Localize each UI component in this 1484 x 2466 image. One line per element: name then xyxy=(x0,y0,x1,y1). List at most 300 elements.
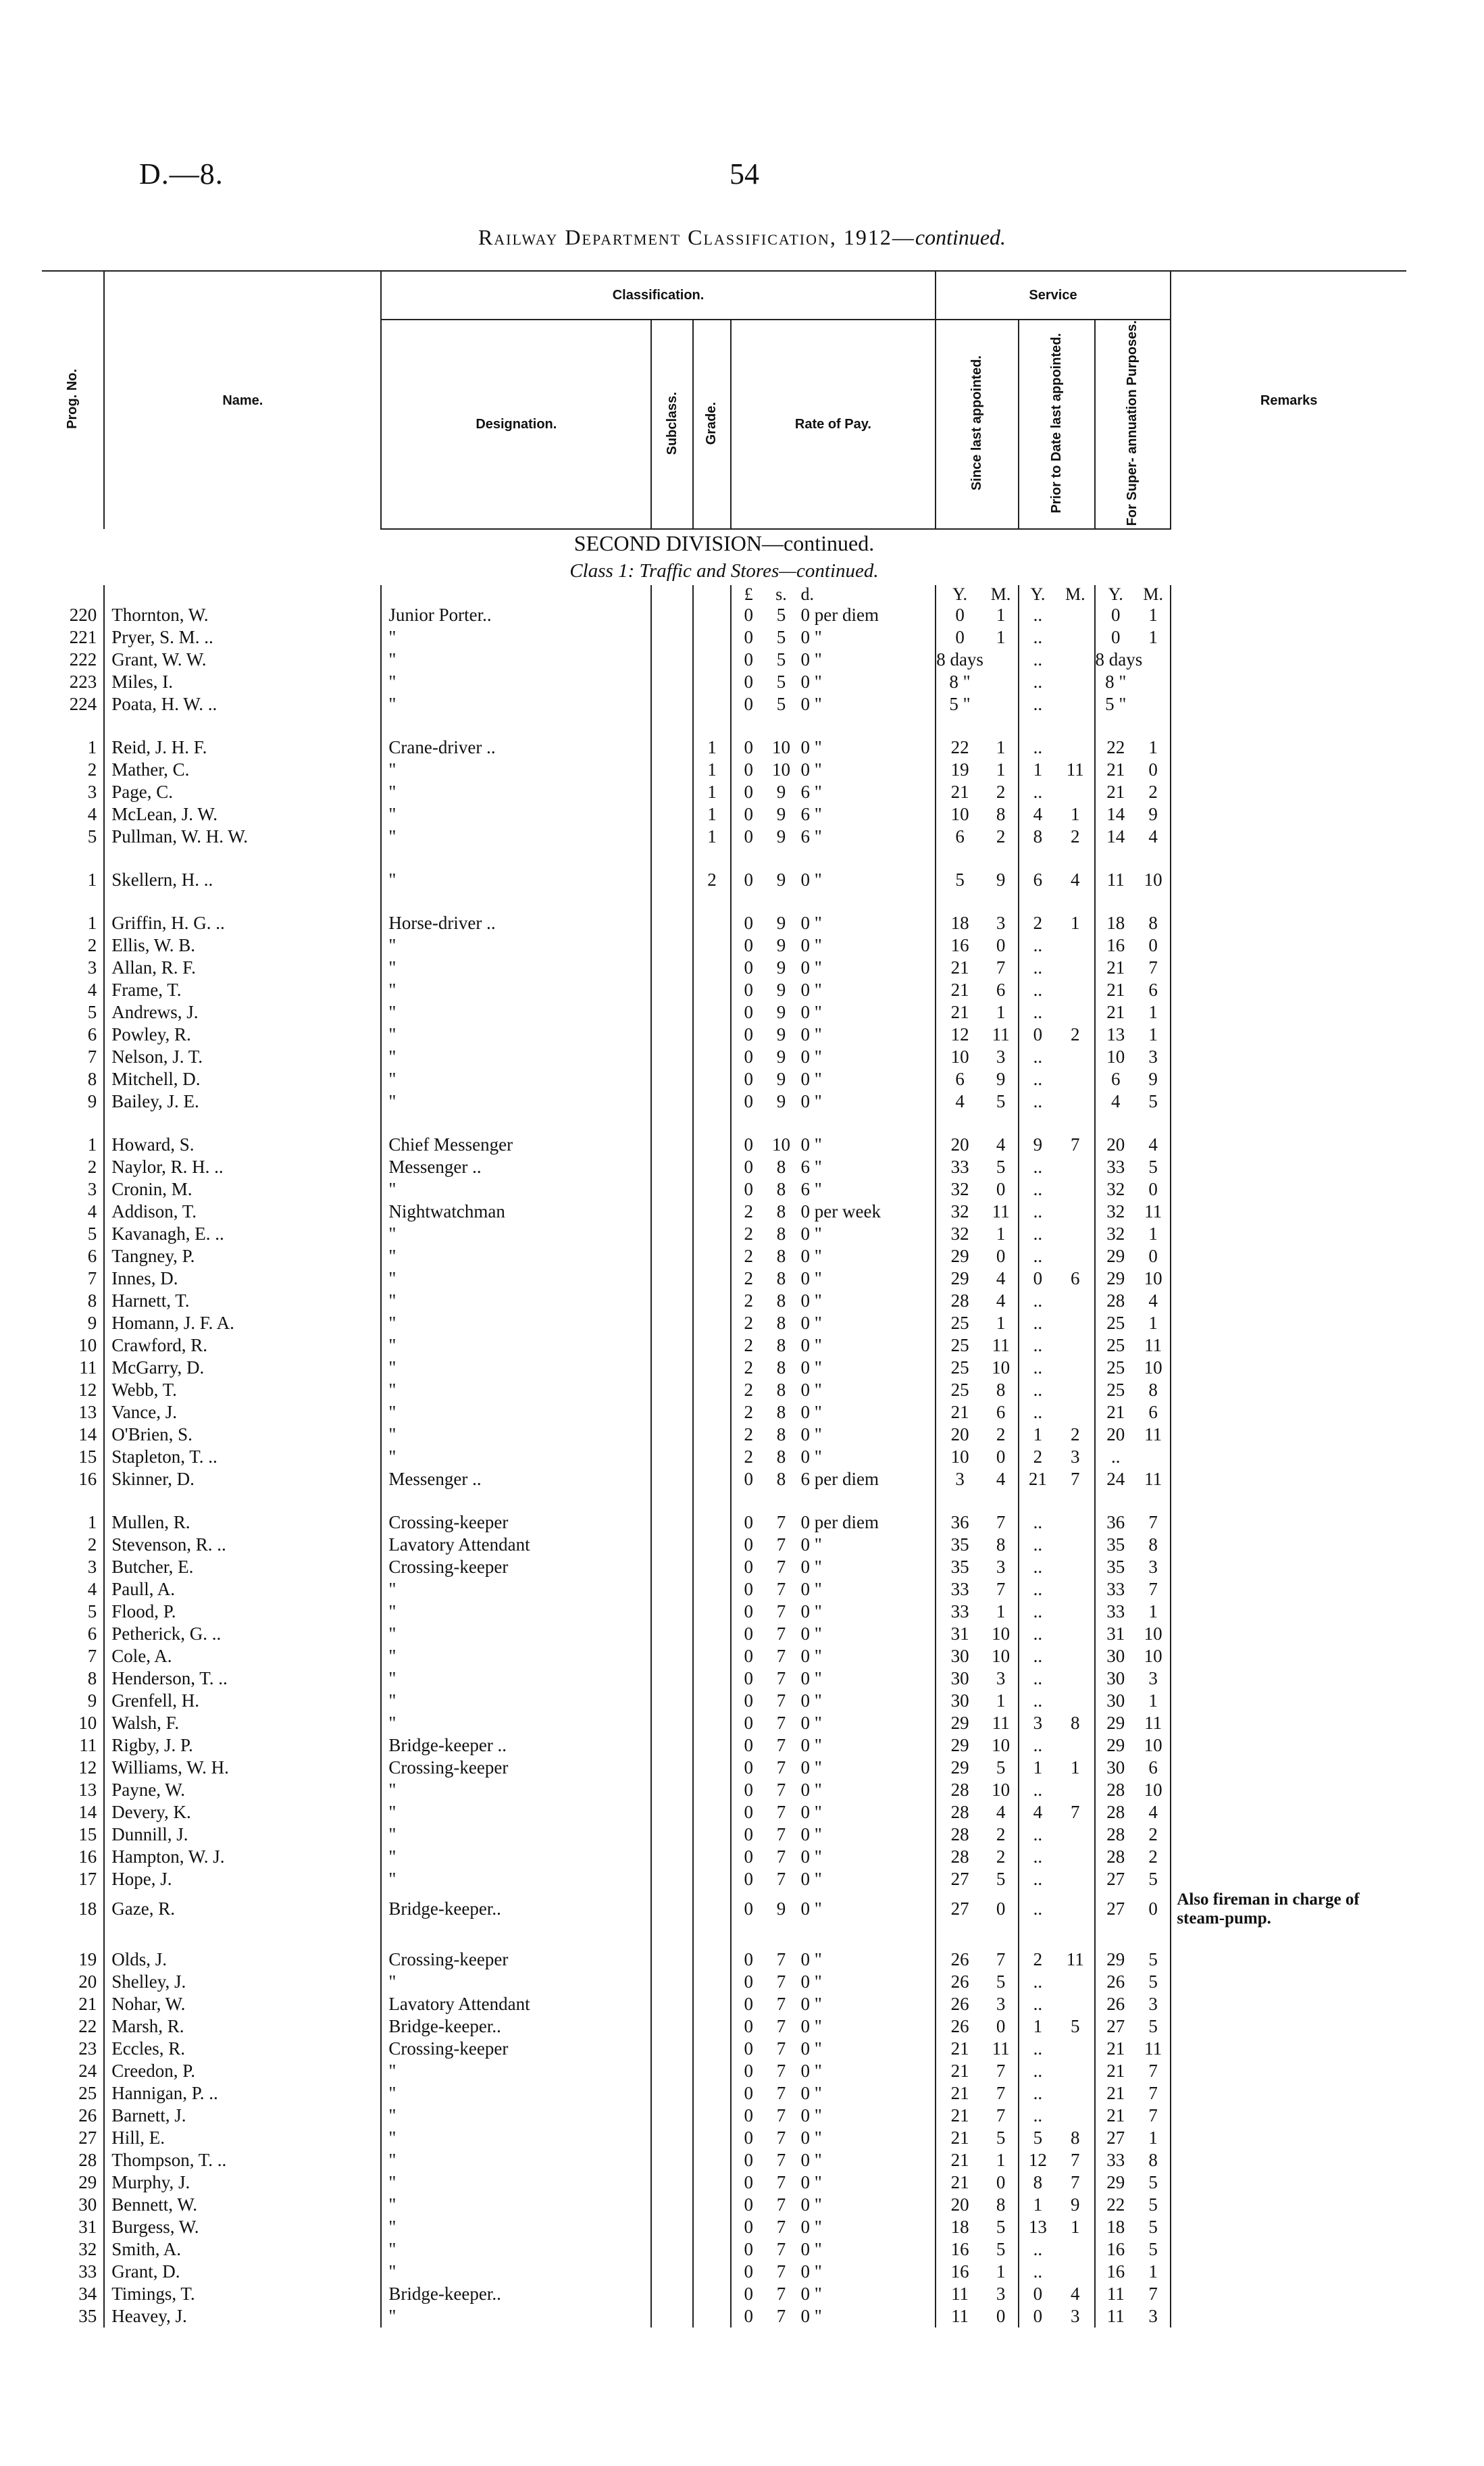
cell-super-months: 2 xyxy=(1148,1846,1158,1867)
cell-grade xyxy=(693,1468,731,1490)
cell-super-months: 1 xyxy=(1148,1601,1158,1622)
cell-super-years: 16 xyxy=(1095,2238,1137,2261)
cell-prior-years: 4 xyxy=(1019,803,1056,826)
cell-designation: " xyxy=(381,1690,651,1712)
cell-prog-no: 22 xyxy=(78,2016,97,2037)
cell-prior-months xyxy=(1056,1223,1094,1245)
cell-grade xyxy=(693,1667,731,1690)
cell-since-months: 5 xyxy=(996,1869,1006,1890)
cell-grade xyxy=(693,2305,731,2327)
cell-since-years: 30 xyxy=(936,1645,984,1667)
cell-pay-pence: 0 " xyxy=(800,2217,822,2238)
cell-prog-no: 11 xyxy=(79,1735,97,1756)
cell-remarks xyxy=(1171,1312,1406,1334)
cell-since-months: 7 xyxy=(996,1512,1006,1533)
cell-grade xyxy=(693,1645,731,1667)
cell-prior-years: .. xyxy=(1019,1623,1056,1645)
cell-prior-years: .. xyxy=(1019,2038,1056,2060)
cell-super-years: 28 xyxy=(1095,1779,1137,1801)
cell-prog-no: 20 xyxy=(78,1971,97,1992)
cell-prior-years: 5 xyxy=(1019,2127,1056,2149)
cell-grade xyxy=(693,1534,731,1556)
cell-name: Skellern, H. .. xyxy=(104,869,381,891)
cell-pay-pence: 0 " xyxy=(800,870,822,890)
cell-subclass xyxy=(651,1868,693,1890)
cell-super-years: 6 xyxy=(1095,1068,1137,1090)
table-row xyxy=(42,1156,1406,1178)
cell-grade xyxy=(693,1890,731,1928)
cell-prog-no: 7 xyxy=(87,1047,97,1067)
cell-pay-pence: 0 " xyxy=(800,1971,822,1992)
cell-remarks xyxy=(1171,1948,1406,1971)
cell-prog-no: 220 xyxy=(69,605,97,626)
table-row xyxy=(42,2171,1406,2194)
cell-super-years: 28 xyxy=(1095,1846,1137,1868)
cell-prog-no: 32 xyxy=(78,2239,97,2260)
cell-prog-no: 34 xyxy=(78,2284,97,2305)
cell-since-months: 6 xyxy=(996,1402,1006,1423)
cell-prior-years: .. xyxy=(1019,1823,1056,1846)
cell-grade xyxy=(693,1424,731,1446)
cell-pay-pounds: 0 xyxy=(731,1068,765,1090)
cell-since-months: 10 xyxy=(992,1357,1010,1378)
cell-super-months: 1 xyxy=(1148,2261,1158,2282)
cell-prog-no: 26 xyxy=(78,2105,97,2126)
cell-pay-pounds: 0 xyxy=(731,1156,765,1178)
cell-prior-years: .. xyxy=(1019,1578,1056,1601)
cell-since-years: 8 days xyxy=(936,649,983,670)
cell-since-years: 25 xyxy=(936,1334,984,1357)
cell-super-years: 31 xyxy=(1095,1623,1137,1645)
cell-prog-no: 2 xyxy=(87,1534,97,1555)
cell-name: Homann, J. F. A. xyxy=(104,1312,381,1334)
cell-super-years: 35 xyxy=(1095,1556,1137,1578)
cell-subclass xyxy=(651,1424,693,1446)
cell-subclass xyxy=(651,1024,693,1046)
cell-prior-months: 6 xyxy=(1071,1268,1080,1289)
cell-subclass xyxy=(651,1068,693,1090)
cell-name: McGarry, D. xyxy=(104,1357,381,1379)
cell-since-years: 26 xyxy=(936,1971,984,1993)
cell-super-years: 28 xyxy=(1095,1290,1137,1312)
cell-name: Petherick, G. .. xyxy=(104,1623,381,1645)
cell-name: Page, C. xyxy=(104,781,381,803)
cell-prior-years: .. xyxy=(1019,1556,1056,1578)
cell-prog-no: 27 xyxy=(78,2128,97,2148)
cell-name: Andrews, J. xyxy=(104,1001,381,1024)
cell-name: Bailey, J. E. xyxy=(104,1090,381,1113)
cell-since-months xyxy=(983,671,1018,693)
cell-name: Payne, W. xyxy=(104,1779,381,1801)
cell-since-months: 2 xyxy=(996,782,1006,803)
cell-pay-pounds: 0 xyxy=(731,2038,765,2060)
cell-super-months: 10 xyxy=(1144,1357,1162,1378)
table-row xyxy=(42,1712,1406,1734)
cell-since-months: 0 xyxy=(996,935,1006,956)
cell-pay-pence: 0 " xyxy=(800,1424,822,1445)
cell-pay-pounds: 0 xyxy=(731,2216,765,2238)
cell-since-years: 28 xyxy=(936,1823,984,1846)
cell-name: Skinner, D. xyxy=(104,1468,381,1490)
cell-designation: Crossing-keeper xyxy=(381,1948,651,1971)
cell-grade xyxy=(693,1201,731,1223)
cell-super-years: 26 xyxy=(1095,1993,1137,2015)
table-row xyxy=(42,1401,1406,1424)
cell-designation: " xyxy=(381,1779,651,1801)
table-row xyxy=(42,2038,1406,2060)
table-row xyxy=(42,1468,1406,1490)
table-row xyxy=(42,1534,1406,1556)
cell-remarks xyxy=(1171,826,1406,848)
cell-since-months: 1 xyxy=(996,737,1006,758)
cell-prog-no: 23 xyxy=(78,2038,97,2059)
cell-designation: Lavatory Attendant xyxy=(381,1993,651,2015)
cell-grade xyxy=(693,1046,731,1068)
table-row xyxy=(42,1090,1406,1113)
cell-grade xyxy=(693,979,731,1001)
cell-since-years: 0 xyxy=(936,626,984,649)
cell-super-months: 10 xyxy=(1144,870,1162,890)
cell-prior-months xyxy=(1056,1601,1094,1623)
cell-since-months: 0 xyxy=(996,2306,1006,2327)
cell-super-years: 33 xyxy=(1095,1578,1137,1601)
cell-prior-years: .. xyxy=(1019,1290,1056,1312)
cell-since-years: 32 xyxy=(936,1223,984,1245)
cell-since-months: 10 xyxy=(992,1646,1010,1667)
cell-prior-years: .. xyxy=(1019,2261,1056,2283)
cell-designation: " xyxy=(381,1290,651,1312)
cell-grade xyxy=(693,1090,731,1113)
cell-name: Hampton, W. J. xyxy=(104,1846,381,1868)
cell-remarks xyxy=(1171,2305,1406,2327)
cell-since-years: 28 xyxy=(936,1779,984,1801)
cell-prog-no: 6 xyxy=(87,1624,97,1644)
cell-remarks xyxy=(1171,1178,1406,1201)
cell-subclass xyxy=(651,1890,693,1928)
cell-prior-months: 7 xyxy=(1071,2150,1080,2171)
cell-super-months: 1 xyxy=(1148,737,1158,758)
cell-since-months: 11 xyxy=(992,1713,1010,1734)
cell-remarks xyxy=(1171,2105,1406,2127)
cell-since-months: 2 xyxy=(996,1824,1006,1845)
table-row xyxy=(42,1134,1406,1156)
cell-super-years: 27 xyxy=(1095,2015,1137,2038)
cell-subclass xyxy=(651,1201,693,1223)
cell-pay-shillings: 7 xyxy=(776,2150,786,2171)
cell-prog-no: 9 xyxy=(87,1091,97,1112)
cell-super-months: 1 xyxy=(1148,1002,1158,1023)
table-row xyxy=(42,1223,1406,1245)
cell-super-months: 11 xyxy=(1144,1424,1162,1445)
cell-since-months xyxy=(983,693,1018,715)
cell-pay-pence: 0 " xyxy=(800,1069,822,1090)
cell-remarks xyxy=(1171,2171,1406,2194)
cell-name: Dunnill, J. xyxy=(104,1823,381,1846)
cell-prior-months xyxy=(1056,1971,1094,1993)
cell-pay-shillings: 10 xyxy=(771,759,790,780)
cell-super-years: 30 xyxy=(1095,1757,1137,1779)
cell-pay-shillings: 7 xyxy=(776,1601,786,1622)
cell-prog-no: 35 xyxy=(78,2306,97,2327)
cell-prior-years: .. xyxy=(1019,1001,1056,1024)
cell-since-months: 5 xyxy=(996,1091,1006,1112)
cell-pay-pence: 0 " xyxy=(800,2284,822,2305)
cell-name: Kavanagh, E. .. xyxy=(104,1223,381,1245)
cell-pay-pounds: 2 xyxy=(731,1245,765,1267)
cell-super-years: 36 xyxy=(1095,1511,1137,1534)
cell-prior-years: 2 xyxy=(1019,1948,1056,1971)
cell-super-months: 5 xyxy=(1148,2194,1158,2215)
cell-prior-years: .. xyxy=(1019,2082,1056,2105)
cell-name: Vance, J. xyxy=(104,1401,381,1424)
cell-super-months: 5 xyxy=(1148,1091,1158,1112)
table-row xyxy=(42,979,1406,1001)
cell-since-months: 10 xyxy=(992,1780,1010,1801)
cell-since-months: 5 xyxy=(996,2128,1006,2148)
cell-remarks xyxy=(1171,1068,1406,1090)
cell-super-months: 4 xyxy=(1148,1290,1158,1311)
cell-pay-shillings: 7 xyxy=(776,1713,786,1734)
cell-pay-shillings: 8 xyxy=(776,1446,786,1467)
cell-pay-pence: 0 " xyxy=(800,2128,822,2148)
cell-prior-years: .. xyxy=(1019,1334,1056,1357)
cell-since-years: 6 xyxy=(936,826,984,848)
cell-since-years: 30 xyxy=(936,1690,984,1712)
cell-super-years: 21 xyxy=(1095,957,1137,979)
cell-pay-pence: 6 " xyxy=(800,804,822,825)
cell-grade xyxy=(693,1868,731,1890)
cell-pay-shillings: 7 xyxy=(776,1534,786,1555)
cell-prog-no: 16 xyxy=(78,1469,97,1490)
cell-prog-no: 3 xyxy=(87,1557,97,1578)
cell-since-months: 1 xyxy=(996,1224,1006,1244)
cell-name: Timings, T. xyxy=(104,2283,381,2305)
cell-super-years: 21 xyxy=(1095,759,1137,781)
cell-remarks xyxy=(1171,1245,1406,1267)
table-row xyxy=(42,1993,1406,2015)
cell-subclass xyxy=(651,957,693,979)
cell-grade xyxy=(693,1578,731,1601)
cell-designation: " xyxy=(381,1068,651,1090)
cell-since-months: 3 xyxy=(996,1994,1006,2015)
cell-prior-months xyxy=(1056,1534,1094,1556)
cell-since-years: 21 xyxy=(936,2105,984,2127)
cell-since-years: 5 xyxy=(936,869,984,891)
cell-name: Harnett, T. xyxy=(104,1290,381,1312)
cell-super-months: 6 xyxy=(1148,1757,1158,1778)
cell-grade xyxy=(693,1357,731,1379)
cell-prior-years: .. xyxy=(1019,626,1056,649)
cell-since-months: 10 xyxy=(992,1735,1010,1756)
table-row xyxy=(42,1357,1406,1379)
cell-designation: " xyxy=(381,2060,651,2082)
cell-super-years: 29 xyxy=(1095,1948,1137,1971)
cell-grade xyxy=(693,1223,731,1245)
cell-pay-pounds: 0 xyxy=(731,1846,765,1868)
cell-prog-no: 25 xyxy=(78,2083,97,2104)
cell-prior-months: 7 xyxy=(1071,1802,1080,1823)
cell-prog-no: 221 xyxy=(69,627,97,648)
cell-designation: Chief Messenger xyxy=(381,1134,651,1156)
cell-since-years: 19 xyxy=(936,759,984,781)
cell-pay-shillings: 8 xyxy=(776,1380,786,1401)
cell-designation: Messenger .. xyxy=(381,1156,651,1178)
cell-super-years: 25 xyxy=(1095,1312,1137,1334)
cell-pay-pounds: 2 xyxy=(731,1312,765,1334)
cell-super-years: 29 xyxy=(1095,1734,1137,1757)
cell-super-years: 21 xyxy=(1095,2038,1137,2060)
cell-since-years: 21 xyxy=(936,2038,984,2060)
cell-super-months: 0 xyxy=(1148,1898,1158,1919)
cell-pay-shillings: 8 xyxy=(776,1268,786,1289)
cell-pay-pounds: 0 xyxy=(731,1623,765,1645)
cell-since-months: 1 xyxy=(996,2261,1006,2282)
cell-prior-months xyxy=(1056,1201,1094,1223)
cell-subclass xyxy=(651,934,693,957)
cell-pay-pence: 0 " xyxy=(800,737,822,758)
cell-remarks xyxy=(1171,1201,1406,1223)
cell-pay-pounds: 0 xyxy=(731,826,765,848)
cell-prog-no: 4 xyxy=(87,1201,97,1222)
cell-super-years: 22 xyxy=(1095,2194,1137,2216)
cell-super-years: 14 xyxy=(1095,826,1137,848)
cell-since-months: 7 xyxy=(996,2061,1006,2082)
cell-pay-shillings: 5 xyxy=(776,649,786,670)
cell-prior-years: .. xyxy=(1019,1779,1056,1801)
cell-prior-months xyxy=(1056,626,1094,649)
cell-super-years: 21 xyxy=(1095,781,1137,803)
cell-name: Eccles, R. xyxy=(104,2038,381,2060)
cell-pay-pence: 0 " xyxy=(800,627,822,648)
cell-designation: " xyxy=(381,1667,651,1690)
cell-super-months: 6 xyxy=(1148,980,1158,1001)
cell-pay-pence: 0 " xyxy=(800,2306,822,2327)
cell-since-years: 33 xyxy=(936,1601,984,1623)
cell-pay-shillings: 9 xyxy=(776,935,786,956)
cell-super-months: 1 xyxy=(1148,1690,1158,1711)
cell-super-years: 21 xyxy=(1095,1401,1137,1424)
cell-pay-pence: 0 " xyxy=(800,913,822,934)
cell-prior-years: 2 xyxy=(1019,1446,1056,1468)
cell-subclass xyxy=(651,803,693,826)
cell-prior-years: .. xyxy=(1019,1601,1056,1623)
cell-since-months: 7 xyxy=(996,957,1006,978)
cell-prior-months xyxy=(1056,1511,1094,1534)
cell-name: Mather, C. xyxy=(104,759,381,781)
cell-designation: " xyxy=(381,2238,651,2261)
cell-pay-pounds: 0 xyxy=(731,781,765,803)
cell-since-years: 18 xyxy=(936,2216,984,2238)
cell-pay-pence: 0 " xyxy=(800,1994,822,2015)
cell-prior-months xyxy=(1056,1645,1094,1667)
cell-pay-pence: 0 per diem xyxy=(800,1512,879,1533)
cell-super-months: 5 xyxy=(1148,2239,1158,2260)
class-heading: Class 1: Traffic and Stores—continued. xyxy=(569,559,879,582)
cell-since-years: 26 xyxy=(936,1948,984,1971)
cell-super-years: 21 xyxy=(1095,979,1137,1001)
cell-designation: " xyxy=(381,1379,651,1401)
cell-subclass xyxy=(651,2149,693,2171)
cell-subclass xyxy=(651,1046,693,1068)
cell-pay-shillings: 7 xyxy=(776,1646,786,1667)
cell-super-months: 1 xyxy=(1148,2128,1158,2148)
cell-grade xyxy=(693,1001,731,1024)
cell-prior-months: 2 xyxy=(1071,1424,1080,1445)
cell-designation: " xyxy=(381,1712,651,1734)
cell-super-years: 27 xyxy=(1095,2127,1137,2149)
cell-since-years: 0 xyxy=(936,604,984,626)
cell-pay-shillings: 9 xyxy=(776,1024,786,1045)
cell-pay-shillings: 8 xyxy=(776,1313,786,1334)
cell-grade xyxy=(693,1971,731,1993)
cell-since-years: 25 xyxy=(936,1357,984,1379)
cell-remarks xyxy=(1171,1846,1406,1868)
cell-remarks xyxy=(1171,1357,1406,1379)
cell-remarks xyxy=(1171,1971,1406,1993)
table-row xyxy=(42,1801,1406,1823)
cell-subclass xyxy=(651,604,693,626)
cell-remarks xyxy=(1171,2283,1406,2305)
cell-prior-months xyxy=(1056,2082,1094,2105)
cell-name: Mullen, R. xyxy=(104,1511,381,1534)
cell-prog-no: 3 xyxy=(87,782,97,803)
cell-super-years: 8 days xyxy=(1095,649,1143,670)
cell-prior-months: 7 xyxy=(1071,1134,1080,1155)
cell-remarks xyxy=(1171,1779,1406,1801)
table-row xyxy=(42,1446,1406,1468)
cell-prior-years: 12 xyxy=(1019,2149,1056,2171)
cell-prog-no: 12 xyxy=(78,1380,97,1401)
cell-pay-shillings: 7 xyxy=(776,1668,786,1689)
cell-pay-pounds: 2 xyxy=(731,1424,765,1446)
cell-pay-pounds: 0 xyxy=(731,2171,765,2194)
cell-since-years: 8 " xyxy=(936,671,984,693)
cell-pay-pounds: 0 xyxy=(731,2283,765,2305)
cell-prior-months xyxy=(1056,1556,1094,1578)
cell-designation: " xyxy=(381,957,651,979)
cell-super-months: 3 xyxy=(1148,1668,1158,1689)
cell-name: Murphy, J. xyxy=(104,2171,381,2194)
cell-prior-months xyxy=(1056,1779,1094,1801)
cell-prior-months: 3 xyxy=(1071,2306,1080,2327)
table-row xyxy=(42,1690,1406,1712)
cell-pay-shillings: 7 xyxy=(776,1624,786,1644)
cell-pay-pence: 0 " xyxy=(800,1335,822,1356)
cell-designation: Bridge-keeper .. xyxy=(381,1734,651,1757)
cell-prior-years: 4 xyxy=(1019,1801,1056,1823)
table-row xyxy=(42,1846,1406,1868)
cell-prior-years: 2 xyxy=(1019,912,1056,934)
cell-name: Frame, T. xyxy=(104,979,381,1001)
cell-pay-pence: 0 " xyxy=(800,759,822,780)
cell-prior-months: 1 xyxy=(1071,2217,1080,2238)
cell-super-months: 10 xyxy=(1144,1646,1162,1667)
cell-subclass xyxy=(651,1993,693,2015)
cell-designation: Junior Porter.. xyxy=(381,604,651,626)
cell-super-months: 10 xyxy=(1144,1780,1162,1801)
header-service: Service xyxy=(936,271,1171,320)
cell-prog-no: 13 xyxy=(78,1780,97,1801)
cell-super-months: 9 xyxy=(1148,1069,1158,1090)
cell-prog-no: 6 xyxy=(87,1246,97,1267)
cell-prog-no: 9 xyxy=(87,1313,97,1334)
cell-pay-pence: 0 " xyxy=(800,2239,822,2260)
cell-grade xyxy=(693,626,731,649)
cell-pay-pounds: 0 xyxy=(731,1993,765,2015)
cell-designation: Crossing-keeper xyxy=(381,1511,651,1534)
cell-grade xyxy=(693,1823,731,1846)
cell-super-months: 5 xyxy=(1148,1869,1158,1890)
